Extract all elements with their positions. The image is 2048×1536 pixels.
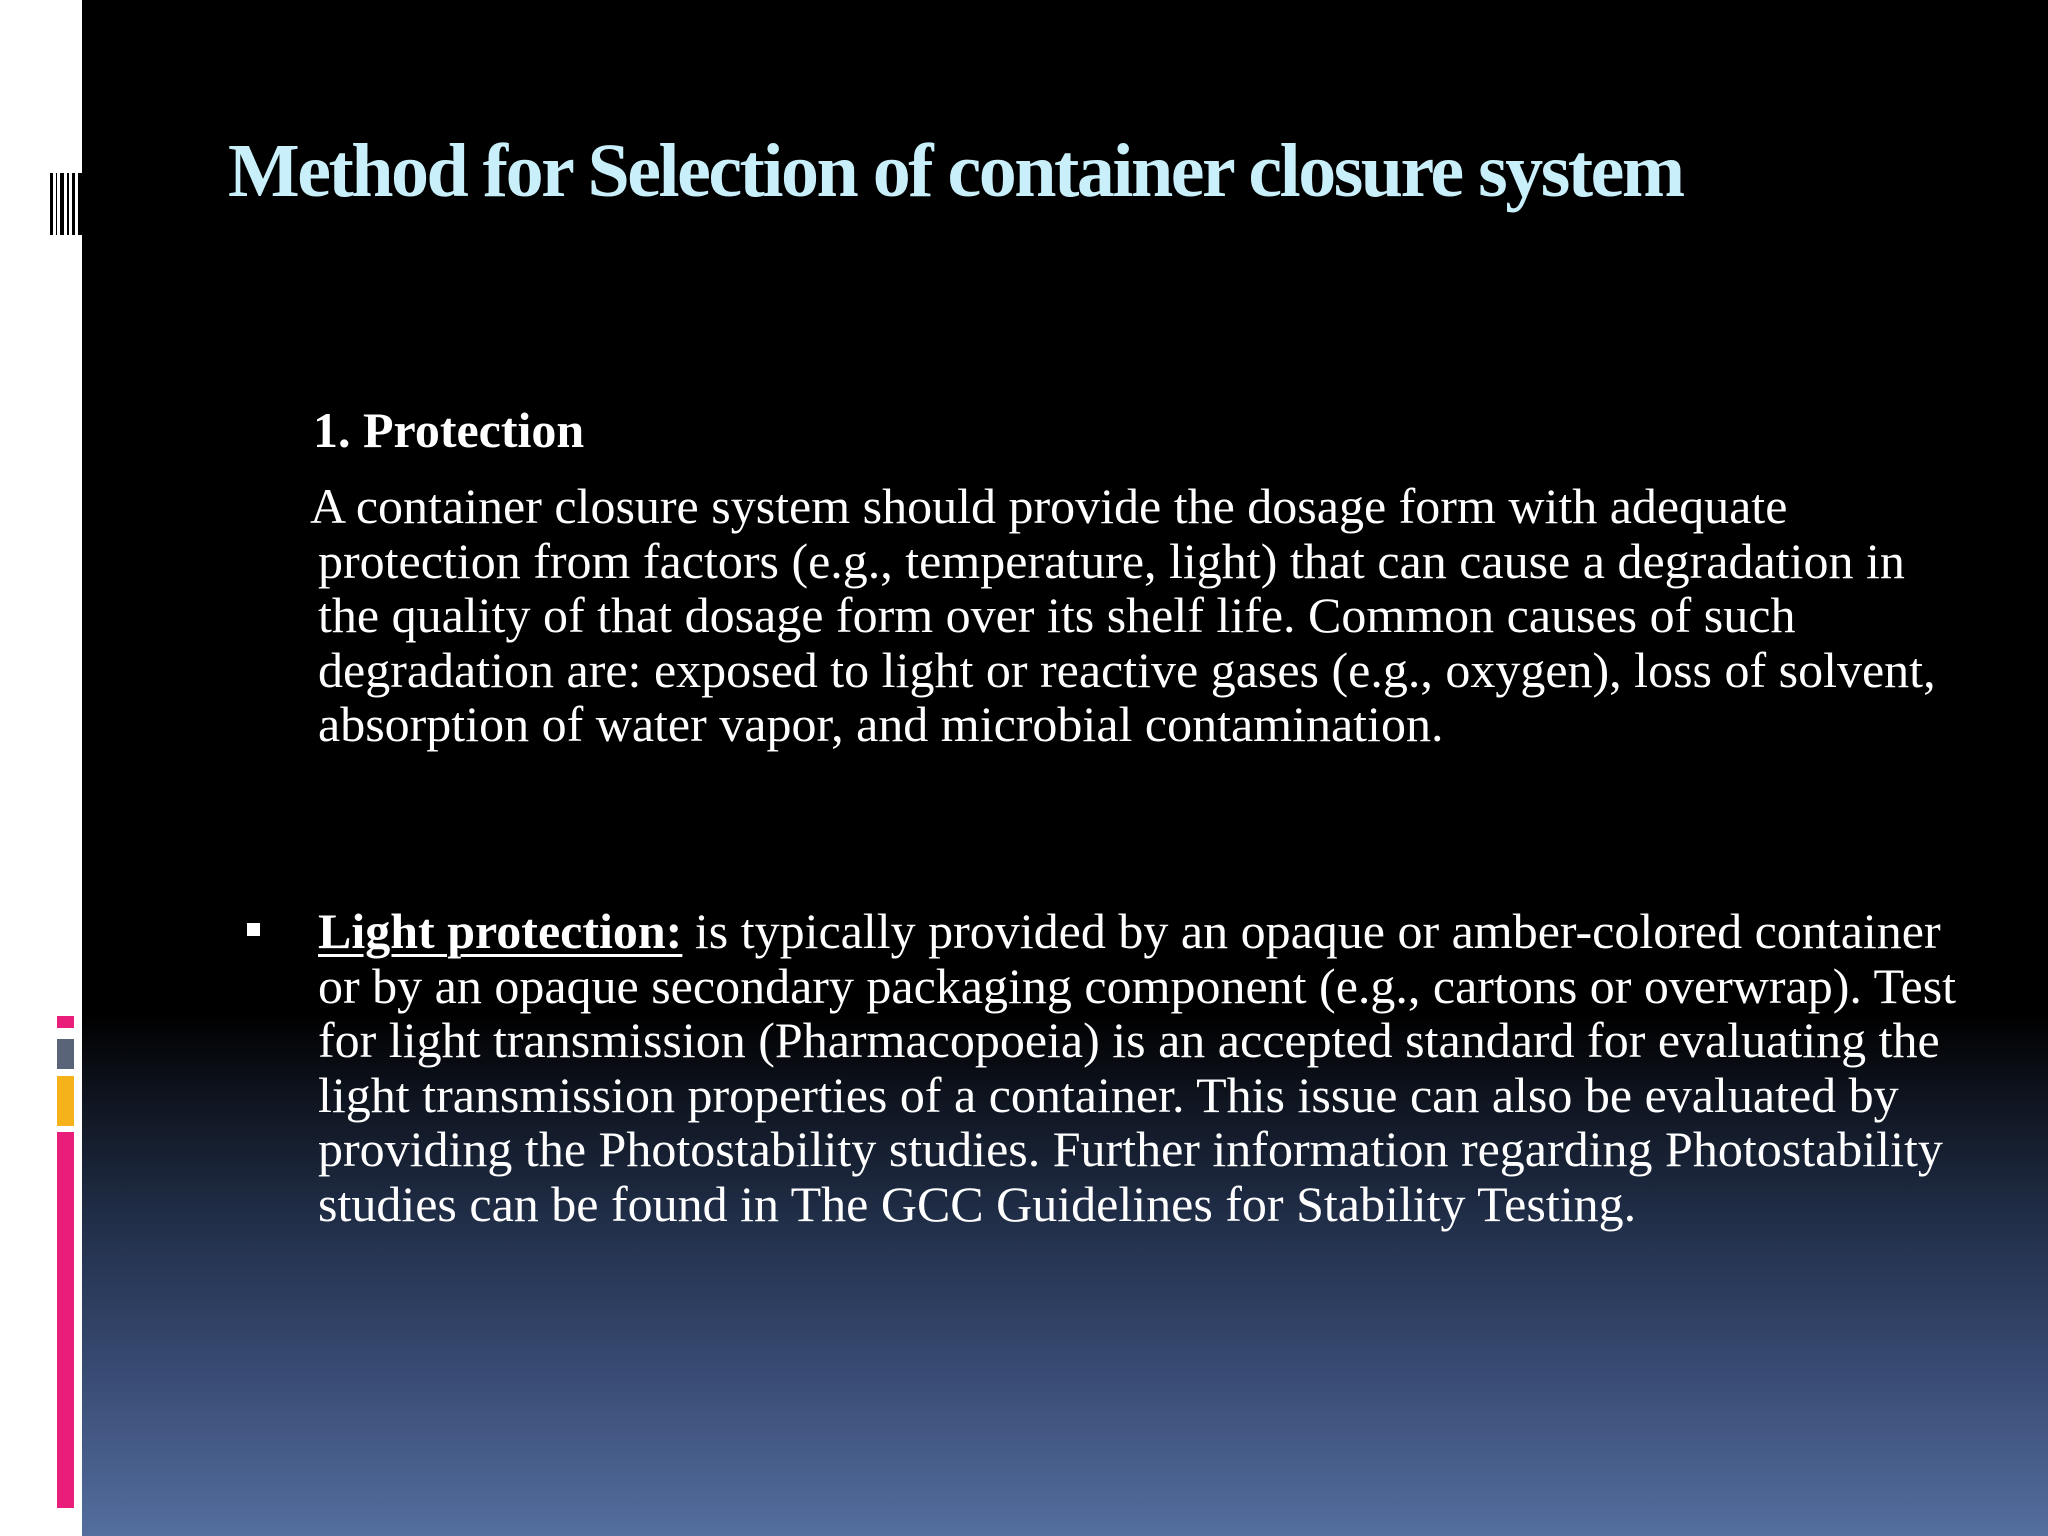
accent-bar-gray [57,1039,74,1069]
content-panel [82,0,2048,1536]
bullet-text [318,904,1958,1231]
bullet-lead-term: Light protection: [318,903,683,959]
accent-bar-pink-top [57,1016,74,1028]
barcode-decoration-icon [50,173,82,235]
accent-bar-pink-main [57,1132,74,1508]
section-paragraph: A container closure system should provide the dosage form with adequate protection from factors (e.g., temperature, light) that can cause a degradation in the quality of that dosage form over its shelf life. Common causes of such degradation are: exposed to light or reactive gases (e.g., oxygen), loss of solvent, absorption of water vapor, and microbial contamination. [310,478,1936,752]
bullet-body: is typically provided by an opaque or amber-colored container or by an opaque secondary packaging component (e.g., cartons or overwrap). Test for light transmission (Pharmacopoeia) is an accepted standard for evaluating the light transmission properties of a container. This issue can also be evaluated by providing the Photostability studies. Further information regarding Photostability studies can be found in The GCC Guidelines for Stability Testing. [318,903,1957,1232]
left-decorative-rail [0,0,82,1536]
accent-bar-gold [57,1076,74,1126]
section-heading: 1. Protection [313,402,585,458]
square-bullet-icon [247,923,260,936]
slide-title: Method for Selection of container closure system [228,129,1683,213]
